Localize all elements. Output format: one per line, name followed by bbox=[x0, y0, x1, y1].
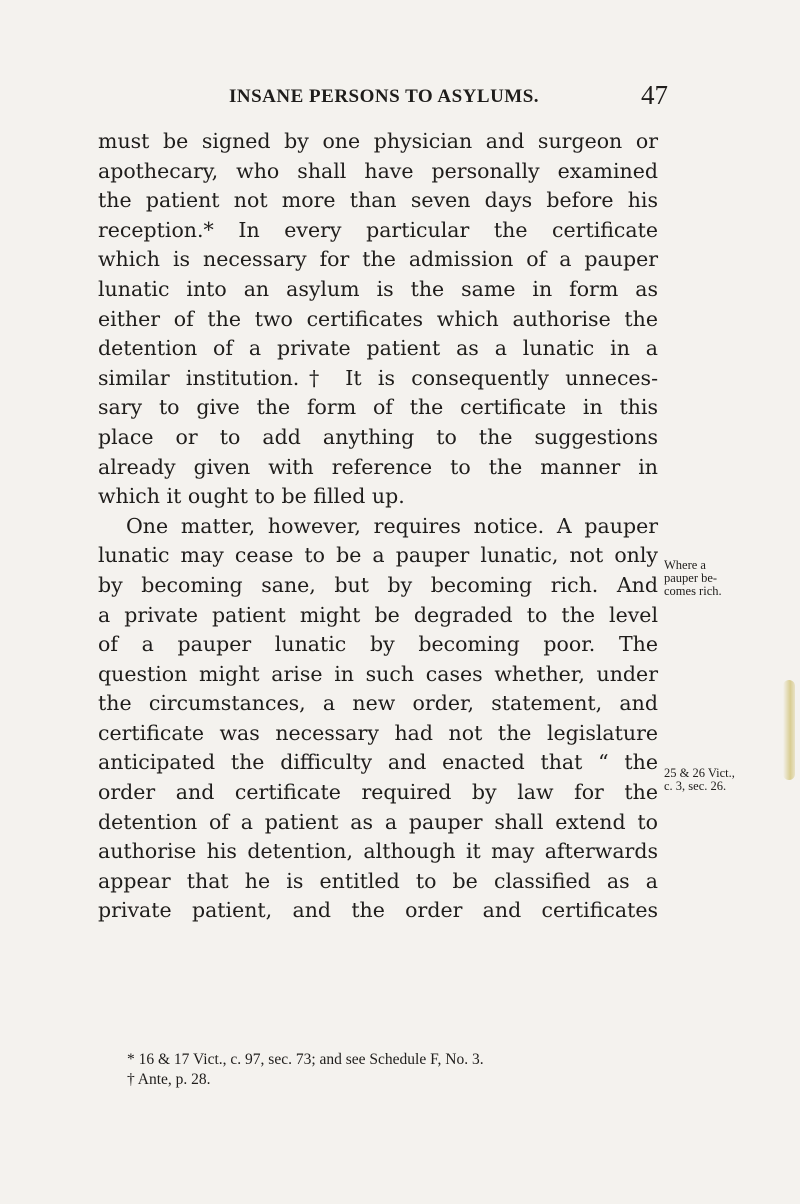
text-line: either of the two certificates which authorise the bbox=[98, 306, 658, 331]
margin-note-statute bbox=[664, 767, 735, 793]
text-line: of a pauper lunatic by becoming poor. The bbox=[98, 632, 658, 657]
running-title: INSANE PERSONS TO ASYLUMS. bbox=[229, 86, 540, 107]
margin-note-line: Where a bbox=[664, 558, 706, 572]
running-head bbox=[0, 80, 800, 116]
text-line: detention of a private patient as a lunatic in a bbox=[98, 336, 658, 361]
text-line: lunatic may cease to be a pauper lunatic, not only bbox=[98, 543, 658, 568]
text-line: which is necessary for the admission of a pauper bbox=[98, 247, 658, 272]
text-line: a private patient might be degraded to the level bbox=[98, 602, 658, 627]
text-line: private patient, and the order and certificates bbox=[98, 898, 658, 923]
text-line: apothecary, who shall have personally examined bbox=[98, 158, 658, 183]
text-line: detention of a patient as a pauper shall extend to bbox=[98, 809, 658, 834]
text-line: anticipated the difficulty and enacted that “ the bbox=[98, 750, 658, 775]
text-line: must be signed by one physician and surgeon or bbox=[98, 129, 658, 153]
text-line: place or to add anything to the suggestions bbox=[98, 424, 658, 449]
page-number: 47 bbox=[641, 80, 668, 110]
text-line: question might arise in such cases whether, under bbox=[98, 661, 658, 686]
margin-note-line: comes rich. bbox=[664, 584, 722, 598]
footnote: † Ante, p. 28. bbox=[127, 1071, 211, 1088]
text-line: authorise his detention, although it may afterwards bbox=[98, 839, 658, 864]
text-line: similar institution.† It is consequently unneces- bbox=[98, 365, 658, 390]
text-line: certificate was necessary had not the legislature bbox=[98, 720, 658, 745]
margin-note-line: pauper be- bbox=[664, 571, 718, 585]
text-line: the patient not more than seven days before his bbox=[98, 188, 658, 213]
text-line: which it ought to be filled up. bbox=[98, 484, 405, 509]
text-line: One matter, however, requires notice. A pauper bbox=[126, 513, 658, 538]
text-line: lunatic into an asylum is the same in form as bbox=[98, 276, 658, 301]
text-line: order and certificate required by law for the bbox=[98, 780, 658, 805]
footnotes bbox=[127, 1050, 667, 1090]
margin-note-pauper-rich bbox=[664, 559, 722, 598]
text-line: the circumstances, a new order, statement, and bbox=[98, 691, 658, 716]
text-line: by becoming sane, but by becoming rich. And bbox=[98, 572, 658, 597]
margin-note-line: c. 3, sec. 26. bbox=[664, 779, 727, 793]
footnote: * 16 & 17 Vict., c. 97, sec. 73; and see Schedule F, No. 3. bbox=[127, 1051, 484, 1068]
body-text bbox=[98, 127, 658, 926]
margin-note-line: 25 & 26 Vict., bbox=[664, 766, 735, 780]
text-line: appear that he is entitled to be classified as a bbox=[98, 868, 658, 893]
text-line: already given with reference to the manner in bbox=[98, 454, 658, 479]
text-line: sary to give the form of the certificate in this bbox=[98, 395, 658, 420]
page-edge-stain bbox=[783, 680, 795, 780]
text-line: reception.* In every particular the certificate bbox=[98, 217, 658, 242]
